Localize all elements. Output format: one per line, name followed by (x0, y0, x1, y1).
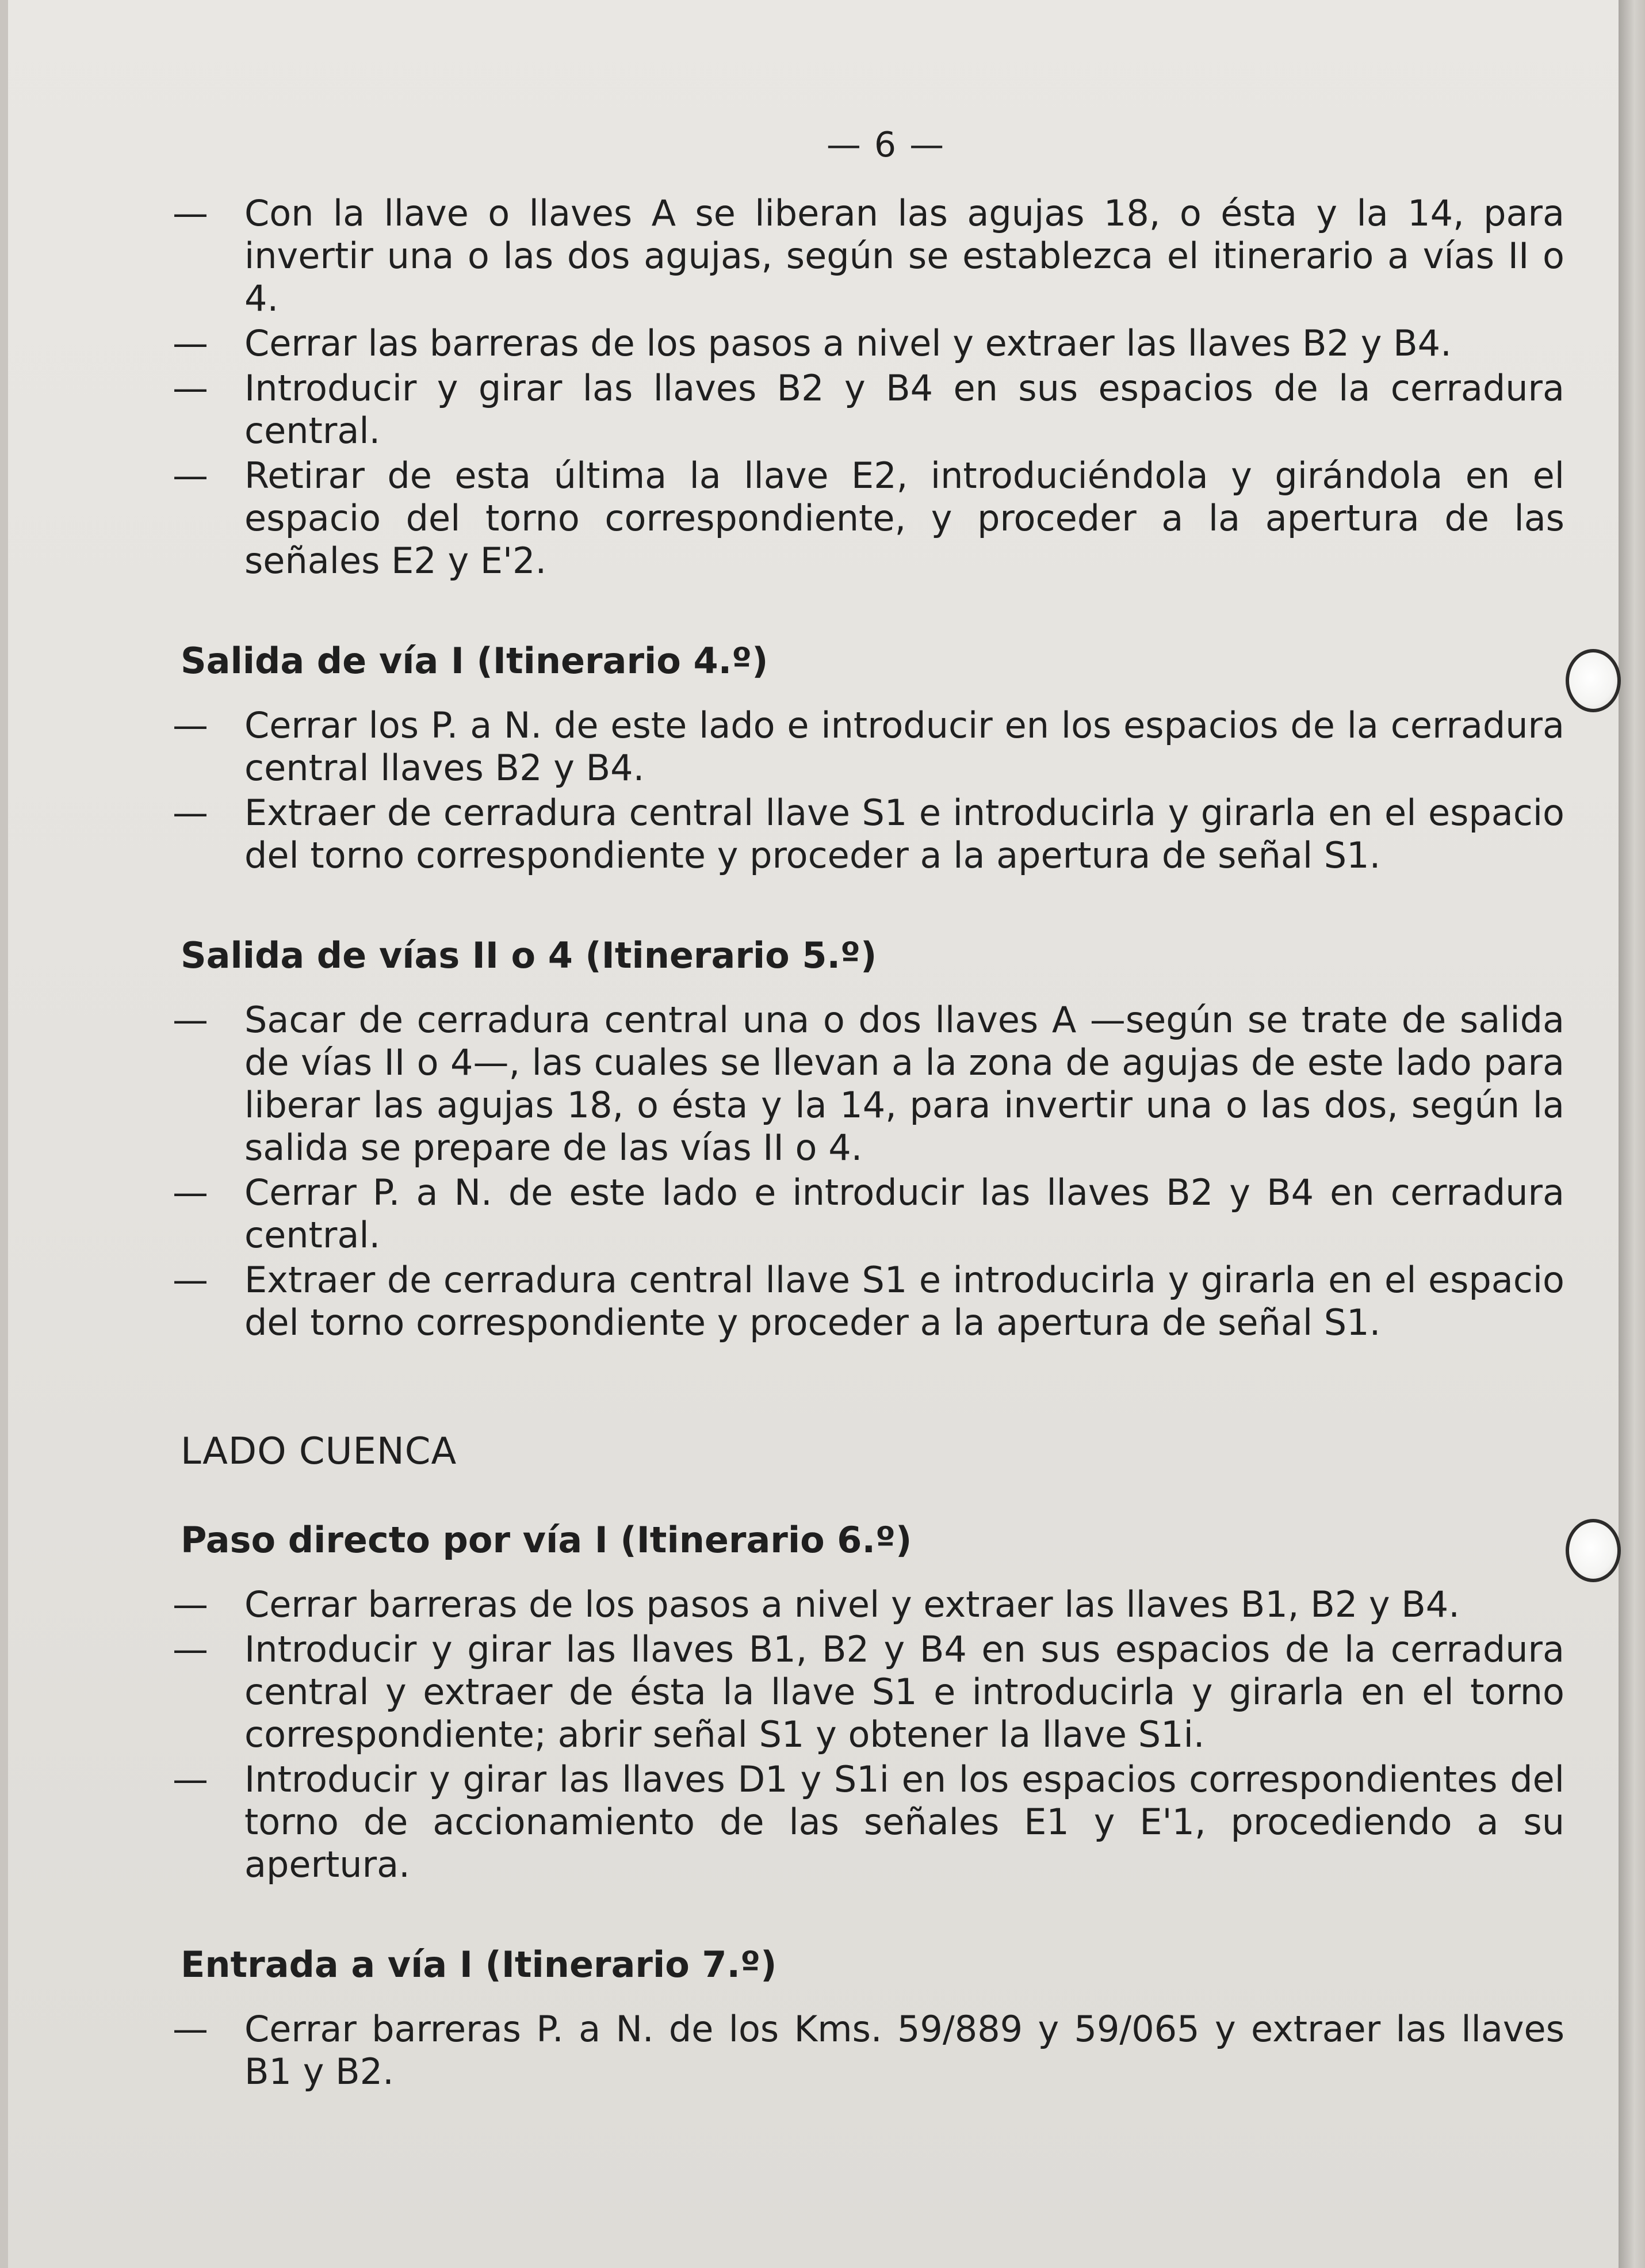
list-item (173, 1758, 1564, 1886)
dash-bullet (173, 192, 244, 235)
dash-bullet (173, 1259, 244, 1301)
dash-bullet (173, 1758, 244, 1801)
list-item-text: Sacar de cerradura central una o dos llaves A —según se trate de salida de vías II o 4—, las cuales se llevan a la zona de agujas de este lado para liberar las agujas 18, o ésta y la 14, para invertir una o las dos, según la salida se prepare de las vías II o 4. (244, 999, 1564, 1169)
list-item-text: Extraer de cerradura central llave S1 e introducirla y girarla en el espacio del torno correspondiente y proceder a la apertura de señal S1. (244, 1259, 1564, 1343)
dash-bullet (173, 1171, 244, 1214)
list-item (173, 1628, 1564, 1756)
page-number: — 6 — (826, 125, 946, 165)
section-list (173, 999, 1564, 1344)
section-list (173, 704, 1564, 877)
list-item-text: Cerrar P. a N. de este lado e introducir las llaves B2 y B4 en cerradura central. (244, 1171, 1564, 1256)
list-item (173, 1171, 1564, 1257)
section-list (173, 1583, 1564, 1886)
dash-bullet (173, 999, 244, 1041)
dash-bullet (173, 792, 244, 834)
dash-bullet (173, 704, 244, 747)
side-title: LADO CUENCA (181, 1430, 457, 1473)
list-item (173, 999, 1564, 1169)
section-heading: Entrada a vía I (Itinerario 7.º) (181, 1944, 777, 1986)
document-body (173, 124, 1564, 2095)
punch-hole (1566, 1519, 1621, 1582)
list-item-text: Introducir y girar las llaves D1 y S1i en los espacios correspondientes del torno de accionamiento de las señales E1 y E'1, procediendo a su apertura. (244, 1758, 1564, 1885)
page-edge (1619, 0, 1645, 2268)
punch-hole (1566, 649, 1621, 712)
section-list (173, 2008, 1564, 2093)
intro-list (173, 192, 1564, 582)
section-heading: Salida de vía I (Itinerario 4.º) (181, 640, 768, 682)
section-heading: Paso directo por vía I (Itinerario 6.º) (181, 1519, 912, 1561)
list-item (173, 1583, 1564, 1626)
list-item (173, 322, 1564, 365)
dash-bullet (173, 1628, 244, 1671)
list-item (173, 192, 1564, 320)
list-item-text: Retirar de esta última la llave E2, introduciéndola y girándola en el espacio del torno correspondiente, y proceder a la apertura de las señales E2 y E'2. (244, 455, 1564, 582)
list-item-text: Cerrar las barreras de los pasos a nivel y extraer las llaves B2 y B4. (244, 322, 1452, 364)
list-item-text: Introducir y girar las llaves B1, B2 y B4 en sus espacios de la cerradura central y extraer de ésta la llave S1 e introducirla y girarla en el torno correspondiente; abrir señal S1 y obtener la llave S1i. (244, 1628, 1564, 1755)
dash-bullet (173, 1583, 244, 1626)
list-item-text: Cerrar barreras P. a N. de los Kms. 59/889 y 59/065 y extraer las llaves B1 y B2. (244, 2008, 1564, 2093)
list-item-text: Extraer de cerradura central llave S1 e introducirla y girarla en el espacio del torno correspondiente y proceder a la apertura de señal S1. (244, 792, 1564, 876)
list-item (173, 455, 1564, 582)
dash-bullet (173, 455, 244, 497)
list-item-text: Introducir y girar las llaves B2 y B4 en sus espacios de la cerradura central. (244, 367, 1564, 452)
section-heading: Salida de vías II o 4 (Itinerario 5.º) (181, 934, 877, 976)
dash-bullet (173, 367, 244, 410)
dash-bullet (173, 2008, 244, 2051)
list-item-text: Cerrar los P. a N. de este lado e introducir en los espacios de la cerradura central llaves B2 y B4. (244, 704, 1564, 789)
list-item (173, 1259, 1564, 1344)
list-item-text: Cerrar barreras de los pasos a nivel y extraer las llaves B1, B2 y B4. (244, 1583, 1460, 1625)
list-item (173, 367, 1564, 452)
list-item (173, 792, 1564, 877)
list-item-text: Con la llave o llaves A se liberan las agujas 18, o ésta y la 14, para invertir una o las dos agujas, según se establezca el itinerario a vías II o 4. (244, 192, 1564, 319)
dash-bullet (173, 322, 244, 365)
list-item (173, 2008, 1564, 2093)
list-item (173, 704, 1564, 789)
